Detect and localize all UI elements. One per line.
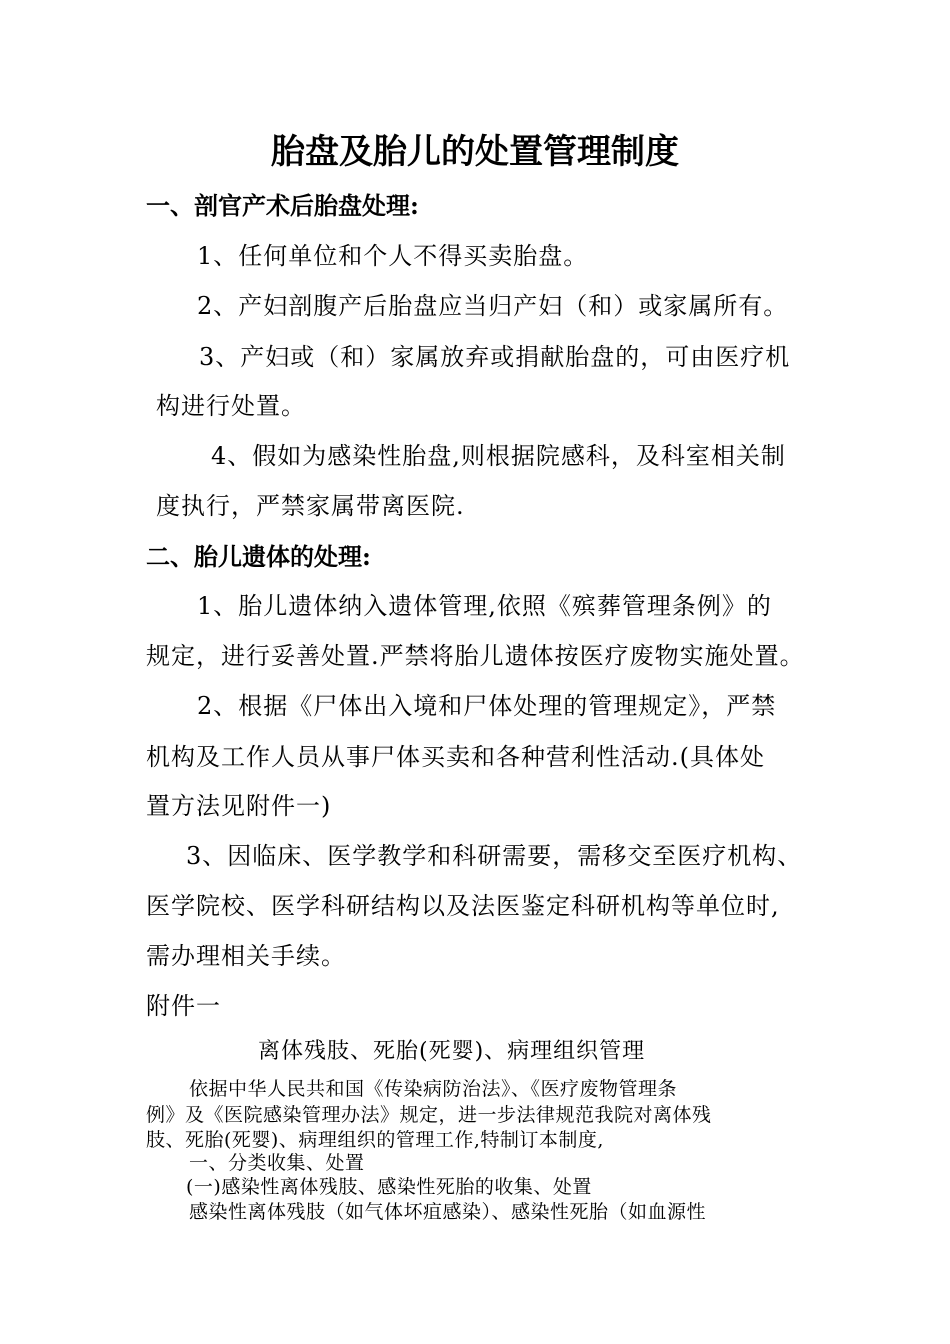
document-title: 胎盘及胎儿的处置管理制度 xyxy=(271,132,679,172)
section-1-item-3: 3、产妇或（和）家属放弃或捐献胎盘的，可由医疗机 xyxy=(199,343,791,371)
section-1-item-4-cont: 度执行，严禁家属带离医院. xyxy=(156,492,465,520)
section-1-item-2: 2、产妇剖腹产后胎盘应当归产妇（和）或家属所有。 xyxy=(197,292,789,320)
attachment-line-4: 一、分类收集、处置 xyxy=(189,1152,365,1174)
attachment-line-6: 感染性离体残肢（如气体坏疽感染）、感染性死胎（如血源性 xyxy=(189,1201,707,1223)
section-2-line-8: 需办理相关手续。 xyxy=(146,942,346,970)
attachment-line-5: (一)感染性离体残肢、感染性死胎的收集、处置 xyxy=(186,1176,592,1198)
attachment-line-2: 例》及《医院感染管理办法》规定，进一步法律规范我院对离体残 xyxy=(146,1104,712,1126)
section-2-line-6: 3、因临床、医学教学和科研需要，需移交至医疗机构、 xyxy=(186,842,803,870)
section-1-item-3-cont: 构进行处置。 xyxy=(156,392,306,420)
section-2-line-2: 规定，进行妥善处置.严禁将胎儿遗体按医疗废物实施处置。 xyxy=(146,642,805,670)
section-1-item-4: 4、假如为感染性胎盘,则根据院感科，及科室相关制 xyxy=(211,442,786,470)
section-2-heading: 二、胎儿遗体的处理: xyxy=(146,542,371,571)
attachment-label: 附件一 xyxy=(146,992,221,1020)
section-2-line-5: 置方法见附件一) xyxy=(146,792,332,820)
section-2-line-4: 机构及工作人员从事尸体买卖和各种营利性活动.(具体处 xyxy=(146,743,765,771)
attachment-title: 离体残肢、死胎(死婴)、病理组织管理 xyxy=(258,1039,646,1064)
section-2-line-3: 2、根据《尸体出入境和尸体处理的管理规定》，严禁 xyxy=(197,692,777,720)
attachment-line-3: 肢、死胎(死婴)、病理组织的管理工作,特制订本制度, xyxy=(146,1129,604,1151)
section-1-heading: 一、剖官产术后胎盘处理: xyxy=(146,191,419,220)
section-1-item-1: 1、任何单位和个人不得买卖胎盘。 xyxy=(197,242,589,270)
section-2-line-7: 医学院校、医学科研结构以及法医鉴定科研机构等单位时, xyxy=(146,892,780,920)
section-2-line-1: 1、胎儿遗体纳入遗体管理,依照《殡葬管理条例》的 xyxy=(197,592,772,620)
attachment-line-1: 依据中华人民共和国《传染病防治法》、《医疗废物管理条 xyxy=(189,1078,678,1100)
